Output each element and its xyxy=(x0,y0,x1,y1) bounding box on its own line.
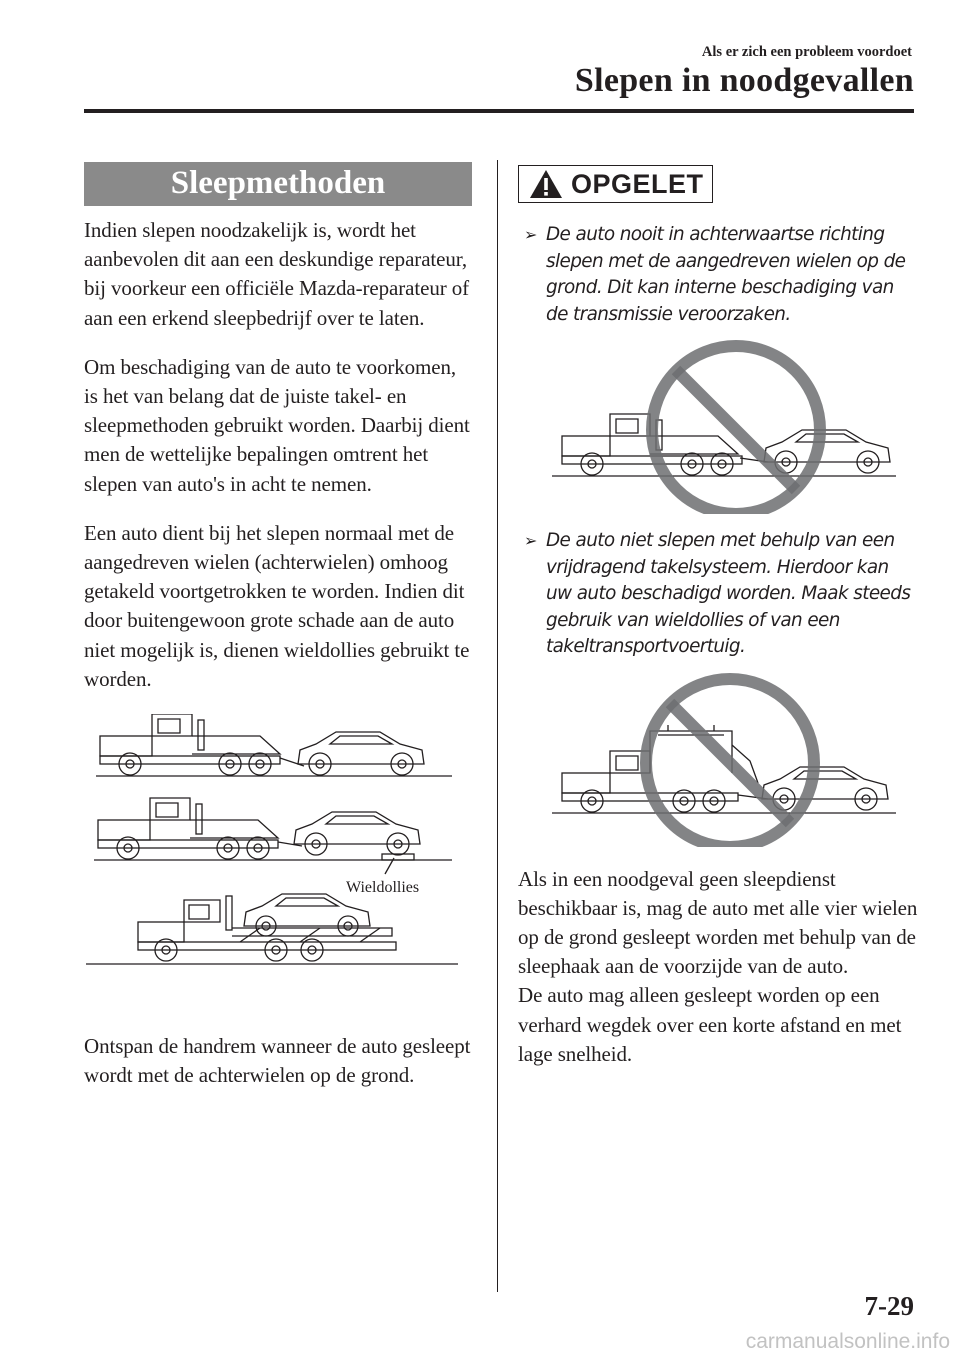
prohibition-icon xyxy=(646,679,814,847)
watermark: carmanualsonline.info xyxy=(745,1330,950,1353)
paragraph-handbrake: Ontspan de handrem wanneer de auto gesleept wordt met de achterwielen op de grond. xyxy=(84,1034,471,1088)
car-on-flatbed-illustration xyxy=(244,894,370,936)
header-rule xyxy=(84,109,914,113)
bullet-text: De auto niet slepen met behulp van een vrijdragend takelsysteem. Hierdoor kan uw auto beschadigd worden. Maak steeds gebruik van wieldollies of van een takeltransportvoertuig. xyxy=(546,530,911,657)
column-divider xyxy=(497,160,498,1292)
left-column xyxy=(84,162,472,1110)
bullet-text: De auto nooit in achterwaartse richting slepen met de aangedreven wielen op de grond. Dit kan interne beschadiging van de transmissie veroorzaken. xyxy=(546,224,906,325)
header-chapter: Als er zich een probleem voordoet xyxy=(701,44,912,60)
caution-box xyxy=(518,165,713,203)
paragraph-prevent-damage: Om beschadiging van de auto te voorkomen, is het van belang dat de juiste takel- en sleepmethoden gebruikt worden. Daarbij dient men de wettelijke bepalingen omtrent het slepen van auto's in acht te nemen. xyxy=(84,354,470,496)
tow-truck-illustration xyxy=(100,714,304,775)
towing-methods-figure xyxy=(80,714,468,1014)
caution-label: OPGELET xyxy=(571,168,704,199)
arrow-bullet-icon: ➢ xyxy=(524,531,537,550)
right-column xyxy=(518,162,918,1089)
caution-bullet-no-cantilever xyxy=(518,528,918,661)
paragraph-towing-method: Een auto dient bij het slepen normaal met de aangedreven wielen (achterwielen) omhoog getakeld voortgetrokken te worden. Indien dit door buitengewoon grote schade aan de auto niet mogelijk is, dienen wieldollies gebruikt te worden. xyxy=(84,520,470,691)
section-heading: Sleepmethoden xyxy=(84,162,472,206)
paragraph-emergency-tow: Als in een noodgeval geen sleepdienst beschikbaar is, mag de auto met alle vier wielen op de grond gesleept worden met behulp van de sleephaak aan de voorzijde van de auto. De auto mag alleen gesleept worden op een verhard wegdek over een korte afstand en met lage snelheid. xyxy=(518,866,918,1066)
page-number: 7-29 xyxy=(864,1291,914,1321)
page-title: Slepen in noodgevallen xyxy=(574,62,914,99)
paragraph-towing-advice: Indien slepen noodzakelijk is, wordt het aanbevolen dit aan een deskundige reparateur, bij voorkeur een officiële Mazda-reparateur of aan een erkend sleepbedrijf over te laten. xyxy=(84,218,470,330)
prohibition-icon xyxy=(652,346,820,514)
figure-label-wieldollies: Wieldollies xyxy=(346,879,420,897)
prohibited-cantilever-tow-figure xyxy=(518,665,908,847)
tow-truck-with-dollies-illustration xyxy=(98,798,302,859)
towed-car-illustration xyxy=(298,732,424,775)
warning-triangle-icon xyxy=(529,169,563,199)
arrow-bullet-icon: ➢ xyxy=(524,225,537,244)
towed-car-on-dollies-illustration xyxy=(294,812,420,860)
caution-bullet-no-reverse-tow xyxy=(518,222,918,328)
prohibited-reverse-tow-figure xyxy=(518,332,908,514)
